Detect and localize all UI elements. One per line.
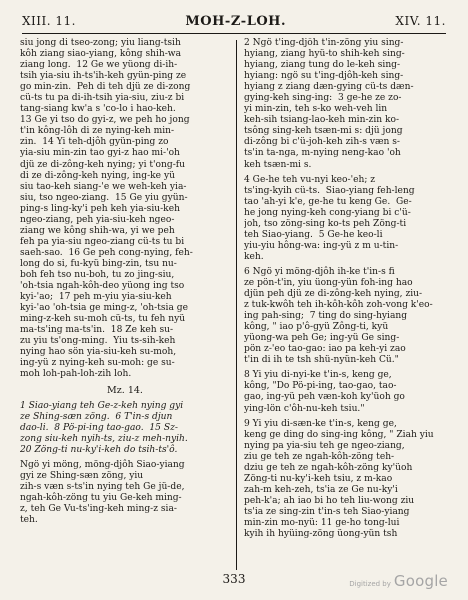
text-line: 8 Yi yiu di-nyi-ke t'in-s, keng ge,: [244, 370, 392, 381]
text-line: ts'in ta-nga, m-nying neng-kao 'oh: [244, 148, 401, 159]
header-rule: [22, 33, 446, 34]
right-column: [244, 38, 454, 568]
text-line: kông, " iao p'ô-gyü Zông-ti, kyü: [244, 322, 389, 333]
text-line: ing-yü z nying-keh su-moh: ge su-: [20, 358, 175, 369]
google-logo: Google: [393, 572, 448, 590]
text-line: z tuk-kwôh teh ih-kôh-kôh zoh-vong k'eo-: [244, 300, 433, 311]
text-line: 9 Yi yiu di-sæn-ke t'in-s, keng ge,: [244, 418, 397, 429]
header-left-chapter: XIII. 11.: [22, 14, 76, 28]
text-line: nying pa yia-siu teh ge ngeo-ziang,: [244, 440, 405, 451]
text-line: hyiang z ziang dæn-gying cü-ts dæn-: [244, 82, 414, 93]
text-line: 4 Ge-he teh vu-nyi keo-'eh; z: [244, 174, 376, 185]
text-line: tang-siang kw'a s 'co-lo i hao-keh.: [20, 104, 176, 115]
left-paragraph-2: [20, 460, 230, 526]
right-paragraph-2: [244, 175, 454, 263]
column-divider: [236, 40, 237, 570]
text-line: kôh ziang siao-yiang, kông shih-wa: [20, 49, 182, 60]
page-number: 333: [222, 572, 246, 586]
text-line: joh, tso zöng-sing ko-ts peh Zöng-ti: [244, 218, 407, 229]
header-book-title: MOH-Z-LOH.: [185, 13, 286, 29]
left-paragraph-1: [20, 38, 230, 380]
text-line: yiu-yiu hông-wa: ing-yü z m u-tin-: [244, 240, 399, 251]
right-paragraph-3: [244, 267, 454, 366]
text-line: cü-ts tu pa di-ih-tsih yia-siu, ziu-z bi: [20, 93, 185, 104]
text-line: yi min-zin, teh s-ko weh-veh lin: [244, 104, 388, 115]
text-line: siu tao-keh siang-'e we weh-keh yia-: [20, 181, 187, 192]
text-line: yia-siu min-zin tao gyi-z hao mi-'oh: [20, 148, 180, 159]
text-line: long do si, fu-kyü bing-zin, tsu nu-: [20, 258, 177, 269]
text-line: zong siu-keh nyih-ts, ziu-z meh-nyih.: [20, 433, 188, 444]
text-line: peh-k'a; ah iao bi ho teh liu-wong ziu: [244, 495, 415, 506]
text-line: 6 Ngö yi möng-djôh ih-ke t'in-s fi: [244, 266, 395, 277]
text-line: ngeo-ziang, peh yia-siu-keh ngeo-: [20, 214, 175, 225]
text-line: teh.: [20, 514, 38, 525]
text-line: boh feh tso nu-boh, tu zo jing-siu,: [20, 269, 175, 280]
text-line: di-zông bi c'ü-joh-keh zih-s væn s-: [244, 137, 401, 148]
chapter-summary: [20, 401, 230, 456]
chapter-heading: Mz. 14.: [107, 385, 143, 397]
text-line: ma-ts'ing ma-ts'in. 18 Ze keh su-: [20, 325, 174, 336]
text-line: ngah-kôh-zöng tu yiu Ge-keh ming-: [20, 492, 182, 503]
running-header: [22, 10, 446, 32]
text-line: teh Siao-yiang. 5 Ge-he keo-li: [244, 229, 383, 240]
text-line: ziu ge teh ze ngah-kôh-zöng teh-: [244, 451, 395, 462]
text-line: saeh-sao. 16 Ge peh cong-nying, feh-: [20, 247, 193, 258]
text-line: kyi-'ao 'oh-tsia ge ming-z, 'oh-tsia ge: [20, 303, 188, 314]
text-line: gying-keh sing-ing: 3 ge-he ze zo-: [244, 93, 402, 104]
text-line: 13 Ge yi tso do gyi-z, we peh ho jong: [20, 115, 190, 126]
text-line: ze Shing-sæn zöng. 6 T'in-s djun: [20, 411, 173, 422]
text-line: dao-li. 8 Pö-pi-ing tao-gao. 15 Sz-: [20, 422, 178, 433]
text-line: he jong nying-keh cong-yiang bi c'ü-: [244, 207, 411, 218]
text-line: siu, tso ngeo-ziang. 15 Ge yiu gyün-: [20, 192, 188, 203]
text-line: keng ge ding do sing-ing kông, " Ziah yiu: [244, 429, 434, 440]
text-line: hyiang, ziang tung do le-keh sing-: [244, 60, 401, 71]
text-line: zin. 14 Yi teh-djôh gyün-ping zo: [20, 137, 169, 148]
right-paragraph-4: [244, 370, 454, 414]
left-column: [20, 38, 230, 568]
text-line: Zöng-ti nu-ky'i-keh tsiu, z m-kao: [244, 473, 393, 484]
text-line: ying-lön c'ôh-nu-keh tsiu.": [244, 403, 365, 414]
text-line: djü ze di-zông-keh nying; yi t'ong-fu: [20, 159, 185, 170]
text-line: 'oh-tsia ngah-kôh-deo yüong ing tso: [20, 281, 185, 292]
text-line: ming-z-keh su-moh cü-ts, tu feh nyü: [20, 314, 186, 325]
text-line: tsông sing-keh tsæn-mi s: djü jong: [244, 126, 403, 137]
text-line: ts'ing-kyih cü-ts. Siao-yiang feh-leng: [244, 185, 415, 196]
text-line: ze pön-t'in, yiu üong-yün foh-ing hao: [244, 277, 413, 288]
text-line: ping-s ling-ky'i peh keh yia-siu-keh: [20, 203, 180, 214]
text-line: di ze di-zông-keh nying, ing-ke yü: [20, 170, 175, 181]
text-line: dziu ge teh ze ngah-kôh-zöng ky'üoh: [244, 462, 413, 473]
text-line: tsih yia-siu ih-ts'ih-keh gyün-ping ze: [20, 71, 187, 82]
digitized-by-label: Digitized by: [349, 580, 391, 588]
text-line: keh-sih tsiang-lao-keh min-zin ko-: [244, 115, 400, 126]
text-line: 2 Ngö t'ing-djôh t'in-zöng yiu sing-: [244, 38, 404, 48]
text-line: t'in di ih te tsh shü-nyün-keh Cü.": [244, 355, 399, 366]
text-line: go min-zin. Peh di teh djü ze di-zong: [20, 82, 191, 93]
text-line: kyih ih hyüing-zöng üong-yün tsh: [244, 529, 398, 540]
text-line: moh loh-pah-loh-zih loh.: [20, 369, 132, 380]
text-line: 20 Zöng-ti nu-ky'i-keh do tsih-ts'ô.: [20, 444, 178, 455]
text-line: kông, "Do Pö-pi-ing, tao-gao, tao-: [244, 381, 397, 392]
text-line: z, teh Ge Vu-ts'ing-keh ming-z sia-: [20, 503, 177, 514]
text-line: hyiang: ngö su t'ing-djôh-keh sing-: [244, 71, 404, 82]
text-line: kyi-'ao; 17 peh m-yiu yia-siu-keh: [20, 292, 172, 303]
text-line: gyi ze Shing-sæn zöng, yiu: [20, 470, 144, 481]
text-line: siu jong di tseo-zong; yiu liang-tsih: [20, 38, 181, 48]
text-line: hyiang, ziang hyü-to shih-keh sing-: [244, 49, 405, 60]
text-line: zah-m keh-zeh, ts'ia ze Ge nu-ky'i: [244, 484, 398, 495]
right-paragraph-1: [244, 38, 454, 171]
text-line: zih-s væn s-ts'in nying teh Ge jü-de,: [20, 481, 185, 492]
digitized-watermark: [349, 572, 448, 594]
right-paragraph-5: [244, 419, 454, 541]
text-line: nying hao sön yia-siu-keh su-moh,: [20, 347, 177, 358]
text-line: Ngö yi möng, möng-djôh Siao-yiang: [20, 459, 185, 470]
text-line: yüong-wa peh Ge; ing-yü Ge sing-: [244, 333, 400, 344]
text-line: t'in kông-lôh di ze nying-keh min-: [20, 126, 175, 137]
text-line: keh tsæn-mi s.: [244, 159, 312, 170]
text-line: zu yiu ts'ong-ming. Yiu ts-sih-keh: [20, 336, 176, 347]
text-line: 1 Siao-yiang teh Ge-z-keh nying gyi: [20, 400, 184, 411]
text-line: feh pa yia-siu ngeo-ziang cü-ts tu bi: [20, 236, 185, 247]
text-line: djün peh djü ze di-zông-keh nying, ziu-: [244, 289, 423, 300]
text-line: min-zin mo-nyü: 11 ge-ho tong-lui: [244, 517, 400, 528]
header-right-chapter: XIV. 11.: [395, 14, 446, 28]
text-line: ziang long. 12 Ge we yüong di-ih-: [20, 60, 178, 71]
text-line: tao 'ah-yi k'e, ge-he tu keng Ge. Ge-: [244, 196, 412, 207]
text-line: gao, ing-yü peh væn-koh ky'üoh go: [244, 392, 405, 403]
text-line: keh.: [244, 251, 264, 262]
text-line: pön z-'eo tao-gao: iao pa keh-yi zao: [244, 344, 406, 355]
text-line: ts'ia ze sing-zin t'in-s teh Siao-yiang: [244, 506, 410, 517]
text-line: ing pah-sing; 7 ting do sing-hyiang: [244, 311, 408, 322]
text-line: ziang we kông shih-wa, yi we peh: [20, 225, 175, 236]
